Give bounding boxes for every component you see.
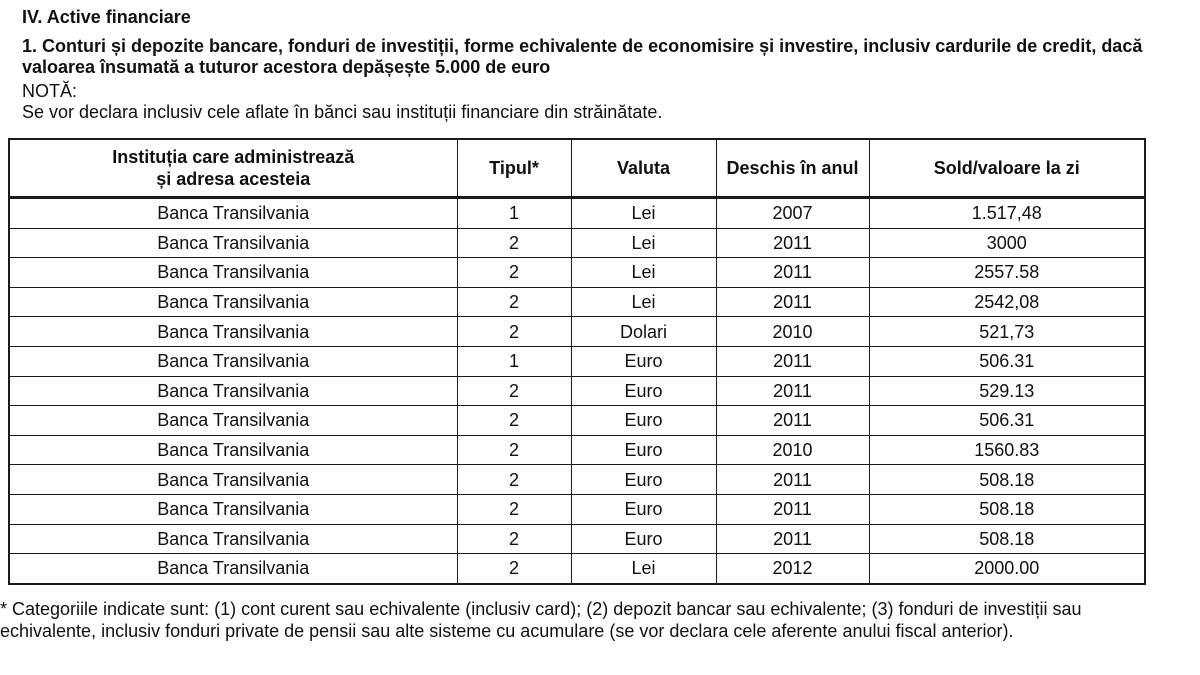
- cell-currency: Dolari: [571, 317, 716, 347]
- cell-institution: Banca Transilvania: [9, 198, 457, 229]
- table-row: [9, 524, 1145, 554]
- table-row: [9, 494, 1145, 524]
- cell-currency: Euro: [571, 435, 716, 465]
- cell-currency: Euro: [571, 346, 716, 376]
- cell-balance: 2000.00: [869, 554, 1145, 584]
- cell-currency: Lei: [571, 287, 716, 317]
- cell-type: 2: [457, 465, 571, 495]
- cell-type: 2: [457, 376, 571, 406]
- cell-currency: Euro: [571, 494, 716, 524]
- cell-opened: 2012: [716, 554, 869, 584]
- cell-type: 2: [457, 228, 571, 258]
- cell-opened: 2010: [716, 435, 869, 465]
- cell-opened: 2007: [716, 198, 869, 229]
- cell-institution: Banca Transilvania: [9, 228, 457, 258]
- cell-institution: Banca Transilvania: [9, 258, 457, 288]
- cell-type: 2: [457, 494, 571, 524]
- cell-currency: Euro: [571, 376, 716, 406]
- cell-opened: 2011: [716, 524, 869, 554]
- cell-opened: 2011: [716, 258, 869, 288]
- table-row: [9, 228, 1145, 258]
- table-row: [9, 406, 1145, 436]
- section-title: IV. Active financiare: [22, 7, 191, 27]
- table-row: [9, 376, 1145, 406]
- cell-opened: 2011: [716, 465, 869, 495]
- cell-type: 2: [457, 435, 571, 465]
- cell-balance: 506.31: [869, 346, 1145, 376]
- cell-type: 1: [457, 346, 571, 376]
- cell-type: 1: [457, 198, 571, 229]
- cell-institution: Banca Transilvania: [9, 376, 457, 406]
- table-row: [9, 198, 1145, 229]
- cell-institution: Banca Transilvania: [9, 435, 457, 465]
- cell-balance: 2542,08: [869, 287, 1145, 317]
- cell-institution: Banca Transilvania: [9, 465, 457, 495]
- cell-opened: 2011: [716, 346, 869, 376]
- cell-currency: Lei: [571, 228, 716, 258]
- table-row: [9, 287, 1145, 317]
- cell-institution: Banca Transilvania: [9, 346, 457, 376]
- cell-opened: 2011: [716, 287, 869, 317]
- nota-label: NOTĂ:: [22, 81, 78, 101]
- header-currency: Valuta: [571, 139, 716, 198]
- cell-balance: 506.31: [869, 406, 1145, 436]
- table-row: [9, 317, 1145, 347]
- cell-opened: 2011: [716, 376, 869, 406]
- cell-currency: Lei: [571, 258, 716, 288]
- cell-type: 2: [457, 258, 571, 288]
- cell-balance: 1.517,48: [869, 198, 1145, 229]
- cell-opened: 2011: [716, 228, 869, 258]
- cell-institution: Banca Transilvania: [9, 317, 457, 347]
- table-row: [9, 465, 1145, 495]
- cell-currency: Euro: [571, 406, 716, 436]
- cell-type: 2: [457, 554, 571, 584]
- table-row: [9, 435, 1145, 465]
- cell-opened: 2010: [716, 317, 869, 347]
- cell-currency: Euro: [571, 524, 716, 554]
- cell-institution: Banca Transilvania: [9, 554, 457, 584]
- cell-institution: Banca Transilvania: [9, 287, 457, 317]
- table-row: [9, 554, 1145, 584]
- cell-opened: 2011: [716, 406, 869, 436]
- header-balance: Sold/valoare la zi: [869, 139, 1145, 198]
- cell-institution: Banca Transilvania: [9, 524, 457, 554]
- header-institution: Instituția care administrează și adresa acesteia: [9, 139, 457, 198]
- nota-text: Se vor declara inclusiv cele aflate în bănci sau instituții financiare din străinătate.: [22, 102, 663, 122]
- cell-type: 2: [457, 524, 571, 554]
- cell-currency: Euro: [571, 465, 716, 495]
- cell-balance: 1560.83: [869, 435, 1145, 465]
- cell-balance: 521,73: [869, 317, 1145, 347]
- cell-balance: 529.13: [869, 376, 1145, 406]
- table-row: [9, 258, 1145, 288]
- cell-balance: 508.18: [869, 494, 1145, 524]
- table-row: [9, 346, 1145, 376]
- header-type: Tipul*: [457, 139, 571, 198]
- cell-institution: Banca Transilvania: [9, 494, 457, 524]
- cell-balance: 508.18: [869, 524, 1145, 554]
- financial-assets-table: [8, 138, 1146, 585]
- subsection-title: 1. Conturi și depozite bancare, fonduri de investiții, forme echivalente de economisire și investire, inclusiv cardurile de credit, dacă valoarea însumată a tuturor acestora depășește 5.000 de euro: [22, 36, 1143, 77]
- table-header-row: [9, 139, 1145, 198]
- cell-balance: 508.18: [869, 465, 1145, 495]
- cell-type: 2: [457, 317, 571, 347]
- document-page: [22, 6, 1172, 123]
- cell-type: 2: [457, 406, 571, 436]
- cell-type: 2: [457, 287, 571, 317]
- cell-currency: Lei: [571, 198, 716, 229]
- footnote: * Categoriile indicate sunt: (1) cont curent sau echivalente (inclusiv card); (2) depozit bancar sau echivalente; (3) fonduri de investiții sau echivalente, inclusiv fonduri private de pensii sau alte sisteme cu acumulare (se vor declara cele aferente anului fiscal anterior).: [0, 599, 1082, 641]
- header-opened: Deschis în anul: [716, 139, 869, 198]
- cell-balance: 3000: [869, 228, 1145, 258]
- cell-opened: 2011: [716, 494, 869, 524]
- cell-currency: Lei: [571, 554, 716, 584]
- cell-institution: Banca Transilvania: [9, 406, 457, 436]
- cell-balance: 2557.58: [869, 258, 1145, 288]
